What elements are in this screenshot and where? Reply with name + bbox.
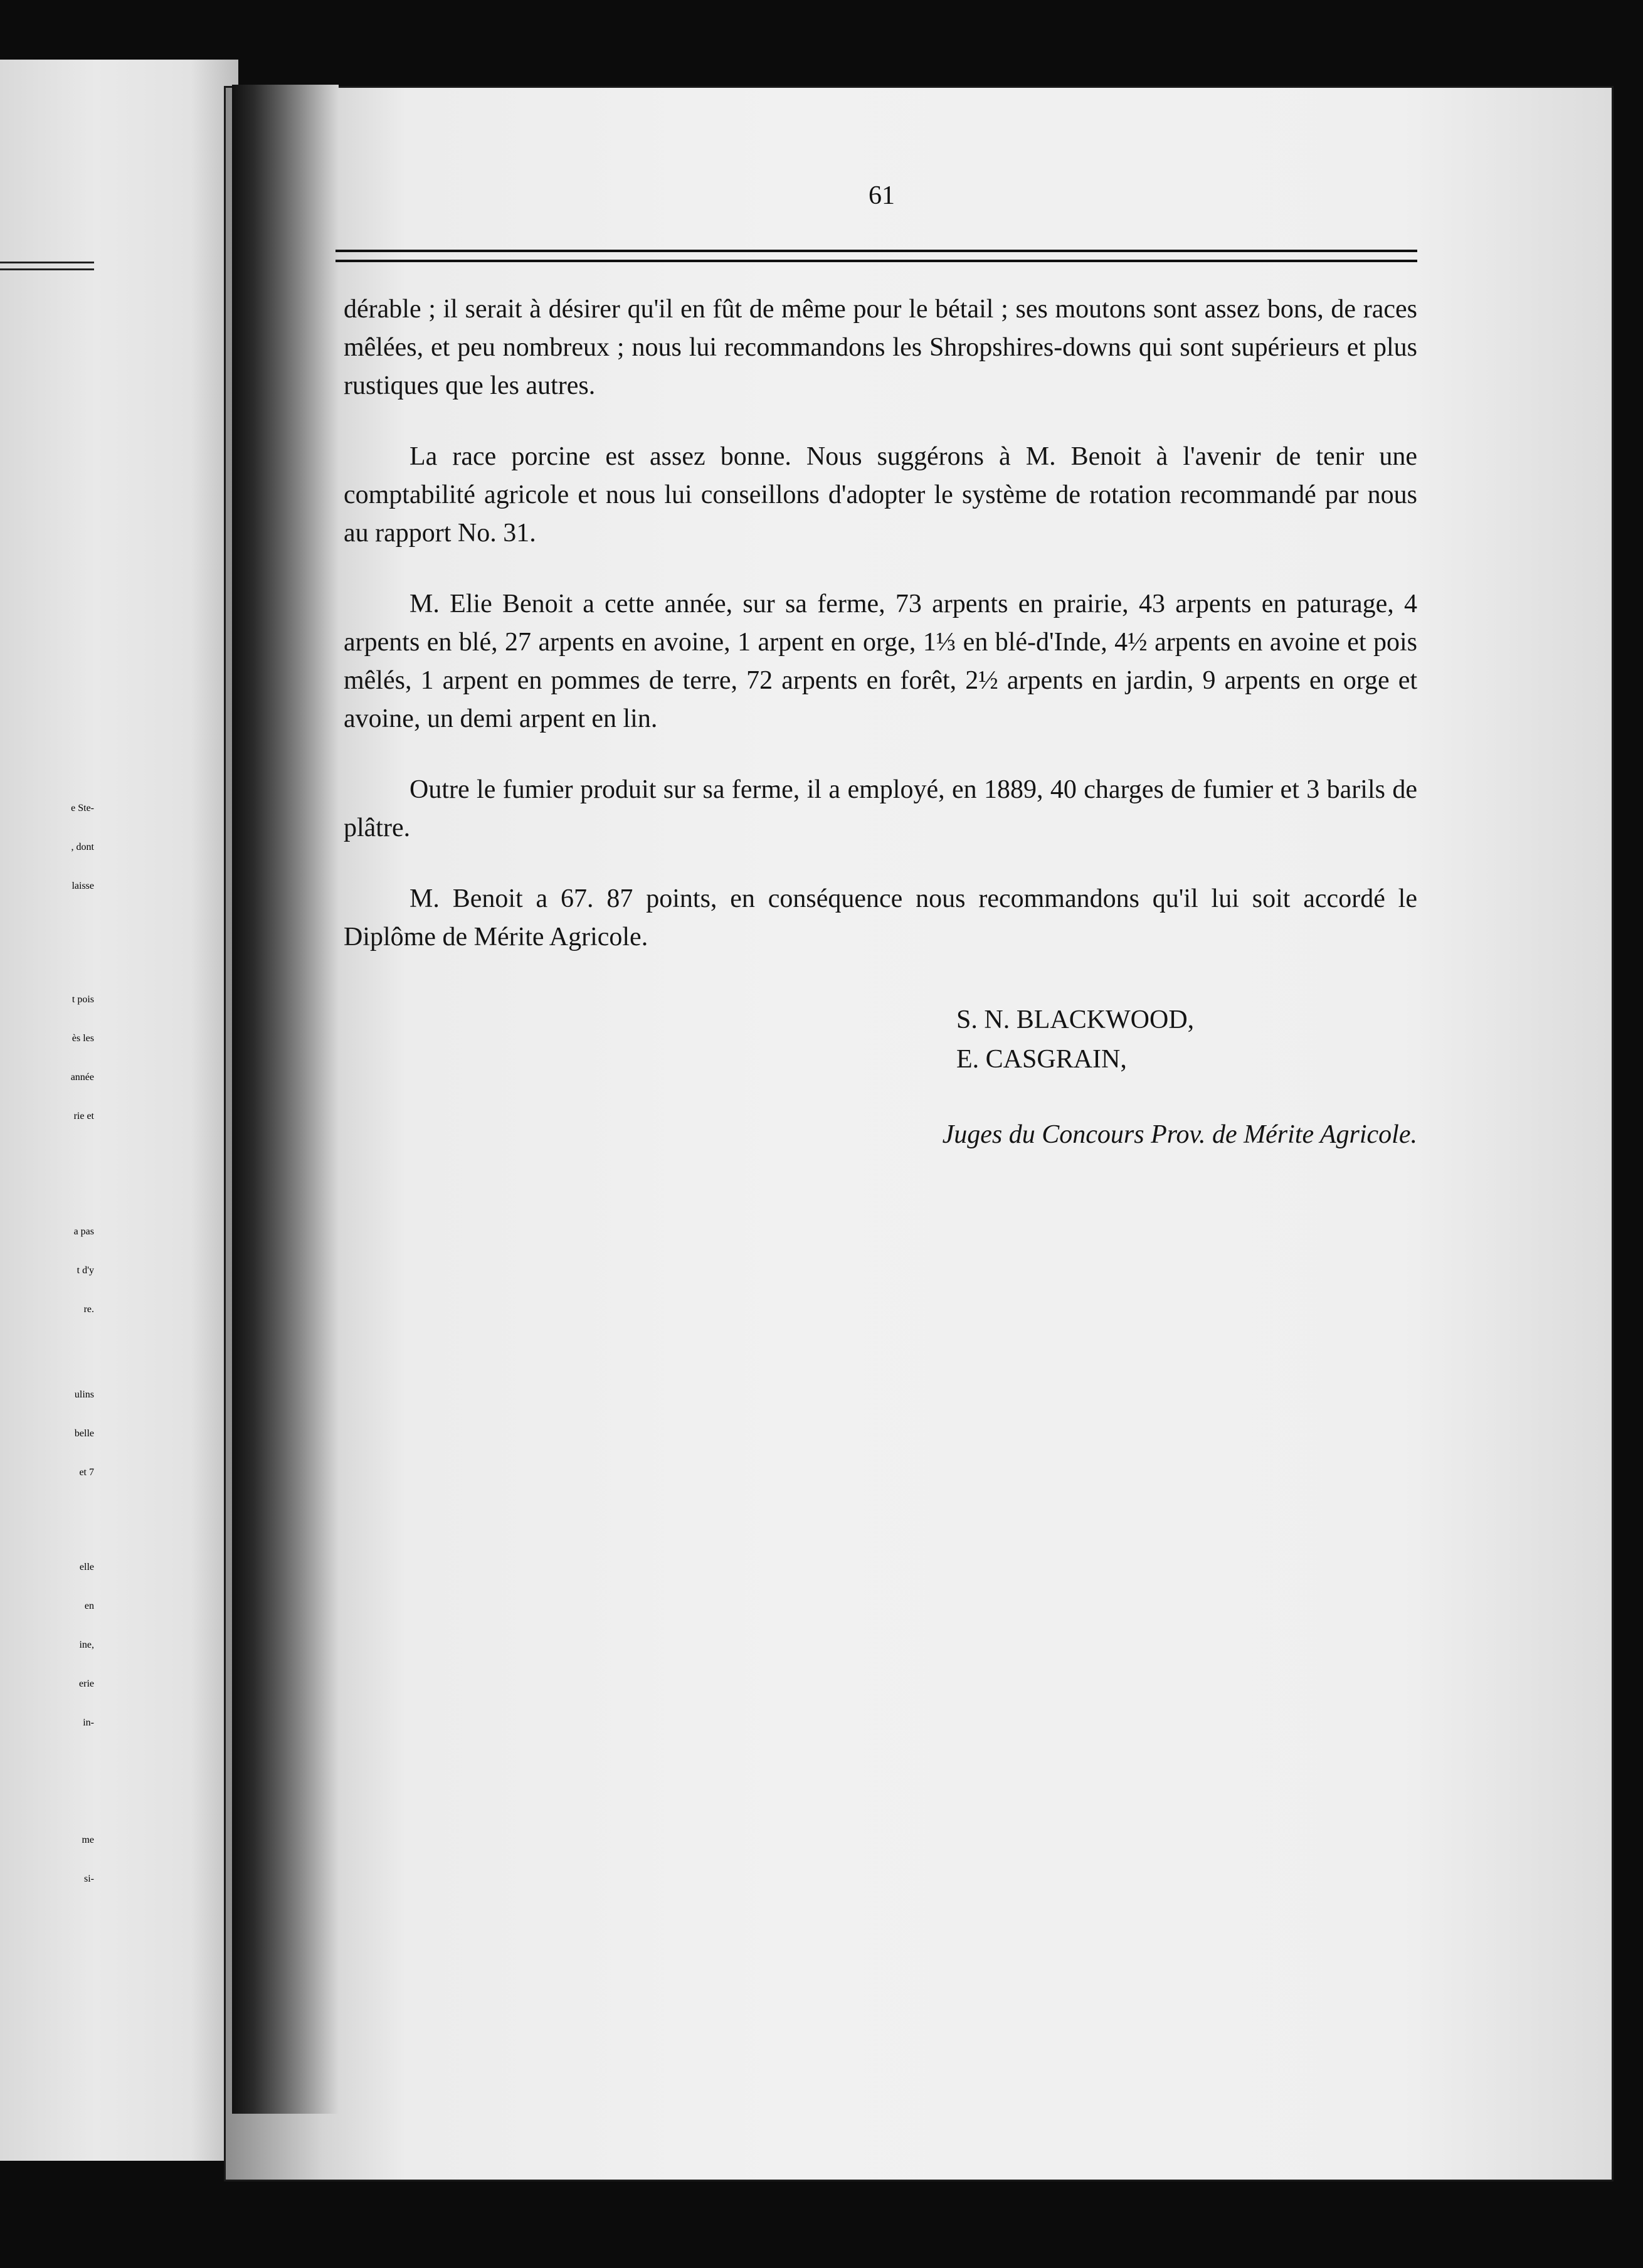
paragraph: dérable ; il serait à désirer qu'il en fût de même pour le bétail ; ses moutons sont assez bons, de races mêlées, et peu nombreux ; nous lui recommandons les Shropshires-downs qui sont supérieurs et plus rustiques que les autres.	[344, 295, 1417, 400]
left-page-fragment: a pas	[73, 1226, 94, 1237]
left-page-fragment: e Ste-	[71, 803, 94, 813]
left-page-fragment: t d'y	[77, 1265, 94, 1276]
left-page-fragment: ès les	[71, 1033, 94, 1044]
left-page-fragment: si-	[84, 1873, 94, 1884]
left-page-fragment: ulins	[74, 1389, 94, 1400]
left-page-fragment: , dont	[71, 842, 94, 852]
left-page-rule	[0, 262, 94, 270]
paragraph: Outre le fumier produit sur sa ferme, il a employé, en 1889, 40 charges de fumier et 3 barils de plâtre.	[344, 775, 1417, 842]
left-page-fragment: elle	[79, 1562, 94, 1572]
left-page-fragment: erie	[79, 1678, 94, 1689]
binding-gutter	[232, 85, 339, 2114]
left-page-fragment: belle	[74, 1428, 94, 1439]
left-page-fragment: laisse	[71, 881, 94, 891]
paragraph: La race porcine est assez bonne. Nous suggérons à M. Benoit à l'avenir de tenir une comptabilité agricole et nous lui conseillons d'adopter le système de rotation recommandé par nous au rapport No. 31.	[344, 442, 1417, 548]
paragraph: M. Benoit a 67. 87 points, en conséquence nous recommandons qu'il lui soit accordé le Diplôme de Mérite Agricole.	[344, 884, 1417, 951]
signatures	[956, 1000, 1194, 1079]
body-text	[344, 290, 1417, 989]
left-page-fragment: in-	[83, 1717, 94, 1728]
left-page-fragment: ine,	[79, 1640, 94, 1650]
left-page-fragment: et 7	[79, 1467, 94, 1478]
left-page-fragment: me	[82, 1835, 94, 1845]
paragraph: M. Elie Benoit a cette année, sur sa ferme, 73 arpents en prairie, 43 arpents en paturage, 4 arpents en blé, 27 arpents en avoine, 1 arpent en orge, 1⅓ en blé-d'Inde, 4½ arpents en avoine et pois mêlés, 1 arpent en pommes de terre, 72 arpents en forêt, 2½ arpents en jardin, 9 arpents en orge et avoine, un demi arpent en lin.	[344, 590, 1417, 733]
signatory-name: S. N. BLACKWOOD,	[956, 1005, 1195, 1034]
left-page-fragment: rie et	[73, 1111, 94, 1121]
signature-caption: Juges du Concours Prov. de Mérite Agricole.	[942, 1120, 1417, 1149]
left-page-fragment: re.	[83, 1304, 94, 1315]
left-facing-page	[0, 60, 238, 2161]
page-number: 61	[869, 181, 895, 210]
signatory-name: E. CASGRAIN,	[956, 1045, 1127, 1074]
left-page-fragment: année	[70, 1072, 94, 1083]
header-rule	[335, 250, 1417, 262]
left-page-fragment: t pois	[71, 994, 94, 1005]
left-page-fragment: en	[84, 1601, 94, 1611]
